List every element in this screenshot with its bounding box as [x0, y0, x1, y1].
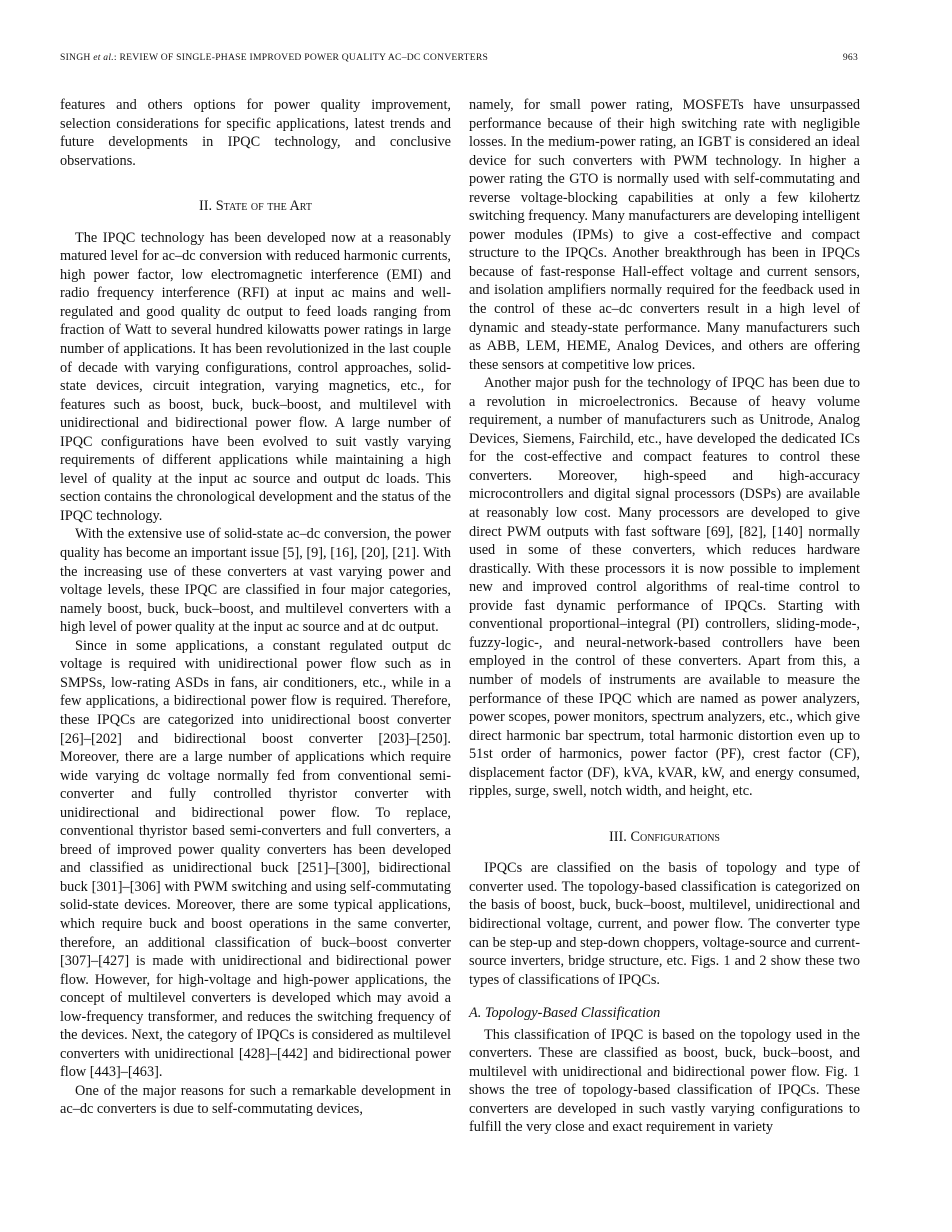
- running-title-rest: : REVIEW OF SINGLE-PHASE IMPROVED POWER QUALITY AC–DC CONVERTERS: [113, 52, 489, 63]
- paragraph: The IPQC technology has been developed now at a reasonably matured level for ac–dc conversion with reduced harmonic currents, high power factor, low electromagnetic interference (EMI) and radio frequency interference (RFI) at input ac mains and well-regulated and good quality dc output to feed loads ranging from fraction of Watt to several hundred kilowatts power ratings in large number of applications. It has been revolutionized in the last couple of decade with varying configurations, control approaches, solid-state devices, circuit integration, varying magnetics, etc., for features such as boost, buck, buck–boost, and multilevel with unidirectional and bidirectional power flow. A large number of IPQC configurations have been evolved to suit vastly varying requirements of different applications while maintaining a high level of quality at the input ac source and output dc loads. This section contains the chronological development and the status of the IPQC technology.: [60, 229, 451, 524]
- paragraph: With the extensive use of solid-state ac–dc conversion, the power quality has become an important issue [5], [9], [16], [20], [21]. With the increasing use of these converters at vast varying power and voltage levels, these IPQC are classified in four major categories, namely boost, buck, buck–boost, and multilevel converters with a high level of power quality at the input ac source and at dc output.: [60, 526, 451, 636]
- paragraph: Another major push for the technology of IPQC has been due to a revolution in microelectronics. Because of heavy volume requirement, a number of manufacturers such as Unitrode, Analog Devices, Siemens, Fairchild, etc., have developed the dedicated ICs for the cost-effective and compact features to control these converters. Moreover, high-speed and high-accuracy microcontrollers and digital signal processors (DSPs) are available at reasonably low cost. Many processors are developed to give direct PWM outputs with fast software [69], [82], [140] normally used in some of these converters, which reduces hardware drastically. With these processors it is now possible to implement new and improved control algorithms of real-time control to provide fast dynamic performance of IPQCs. Starting with conventional proportional–integral (PI) controllers, sliding-mode-, fuzzy-logic-, and neural-network-based controllers have been employed in the control of these converters. Apart from this, a number of models of instruments are available to measure the performance of these IPQC which are named as power analyzers, power scopes, power monitors, spectrum analyzers, etc., which give direct harmonic bar spectrum, total harmonic distortion even up to 51st order of harmonics, power factor (PF), crest factor (CF), displacement factor (DF), kVA, kVAR, kW, and energy consumed, ripples, surge, swell, notch width, and height, etc.: [469, 375, 860, 800]
- page-number: 963: [842, 52, 858, 63]
- section-heading-configurations: III. Configurations: [609, 828, 720, 845]
- paragraph-intro-continued: features and others options for power quality improvement, selection considerations for specific applications, latest trends and future developments in IPQC technology, and conclusive observations.: [60, 97, 451, 169]
- running-title-author: SINGH: [60, 52, 91, 63]
- paragraph: Since in some applications, a constant regulated output dc voltage is required with unidirectional power flow such as in SMPSs, low-rating ASDs in fans, air conditioners, etc., while in a few applications, a bidirectional power flow is required. Therefore, these IPQCs are categorized into unidirectional boost converter [26]–[202] and bidirectional boost converter [203]–[250]. Moreover, there are a large number of applications which require wide varying dc voltage normally fed from conventional semi-converter and fully controlled thyristor converter with unidirectional and bidirectional power flow. To replace, conventional thyristor based semi-converters and full converters, a breed of improved power quality converters has been developed and classified as unidirectional buck [251]–[300], bidirectional buck [301]–[306] with PWM switching and using self-commutating solid-state devices. Moreover, there are some typical applications, which require buck and boost operations in the same converter, therefore, an additional classification of buck–boost converter [307]–[427] is made with unidirectional and bidirectional power flow. However, for high-voltage and high-power applications, the concept of multilevel converters is developed which may avoid a low-frequency transformer, and reduces the switching frequency of the devices. Next, the category of IPQCs is considered as multilevel converters with unidirectional [428]–[442] and bidirectional power flow [443]–[463].: [60, 637, 451, 1081]
- paragraph-continued: namely, for small power rating, MOSFETs have unsurpassed performance because of their high switching rate with negligible losses. In the medium-power rating, an IGBT is considered an ideal device for such converters with PWM technology. In higher a power rating the GTO is normally used with self-commutating and reverse voltage-blocking capabilities at only a few kilohertz switching frequency. Many manufacturers are developing intelligent power modules (IPMs) to give a cost-effective and compact structure to the IPQCs. Another breakthrough has been in IPQCs because of fast-response Hall-effect voltage and current sensors, and isolation amplifiers normally required for the feedback used in the control of these ac–dc converters result in a high level of dynamic and steady-state performance. Many manufacturers such as ABB, LEM, HEME, Analog Devices, and others are offering these sensors at competitive low prices.: [469, 97, 860, 373]
- section-heading-state-of-the-art: II. State of the Art: [199, 198, 312, 215]
- right-column: [469, 96, 860, 1196]
- paragraph: This classification of IPQC is based on the topology used in the converters. These are classified as boost, buck, buck–boost, and multilevel with unidirectional and bidirectional power flow. Fig. 1 shows the tree of topology-based classification of IPQCs. These converters are developed in such vastly varying configurations to fulfill the very close and exact requirement in variety: [469, 1026, 860, 1136]
- paragraph: One of the major reasons for such a remarkable development in ac–dc converters is due to self-commutating devices,: [60, 1082, 451, 1118]
- subsection-heading-topology-based: A. Topology-Based Classification: [469, 1005, 661, 1022]
- running-title: [60, 52, 488, 63]
- running-title-etal: et al.: [93, 52, 114, 63]
- running-head: [60, 52, 858, 63]
- two-column-body: [60, 96, 860, 1196]
- left-column: [60, 96, 451, 1196]
- paragraph: IPQCs are classified on the basis of topology and type of converter used. The topology-based classification is categorized on the basis of boost, buck, buck–boost, multilevel, unidirectional and bidirectional voltage, current, and power flow. The converter type can be step-up and step-down choppers, voltage-source and current-source inverters, bridge structure, etc. Figs. 1 and 2 show these two types of classifications of IPQCs.: [469, 860, 860, 988]
